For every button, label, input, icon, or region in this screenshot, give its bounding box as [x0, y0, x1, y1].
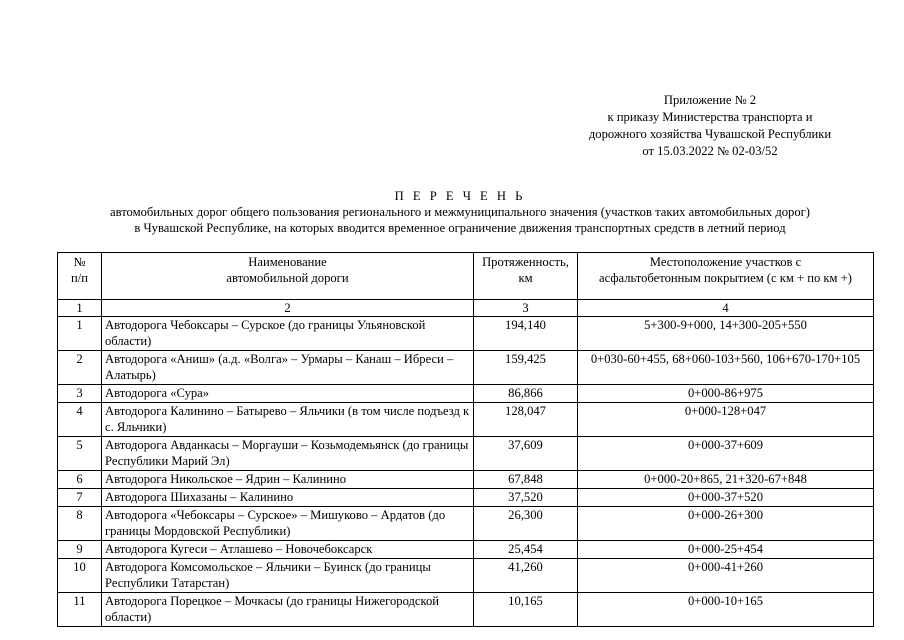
table-row	[58, 351, 874, 385]
road-name: Автодорога Кугеси – Атлашево – Новочебоксарск	[102, 541, 474, 559]
row-number: 7	[58, 489, 102, 507]
row-number: 3	[58, 385, 102, 403]
row-number: 6	[58, 471, 102, 489]
road-length: 86,866	[474, 385, 578, 403]
paved-sections: 0+000-25+454	[578, 541, 874, 559]
table-header-row	[58, 253, 874, 300]
road-length: 194,140	[474, 317, 578, 351]
row-number: 9	[58, 541, 102, 559]
row-number: 11	[58, 593, 102, 627]
road-name: Автодорога Комсомольское – Яльчики – Буинск (до границы Республики Татарстан)	[102, 559, 474, 593]
paved-sections: 0+000-86+975	[578, 385, 874, 403]
document-subtitle: автомобильных дорог общего пользования регионального и межмуниципального значения (участков таких автомобильных дорог)	[110, 205, 810, 219]
table-row	[58, 489, 874, 507]
column-number: 3	[474, 300, 578, 317]
paved-sections: 0+000-41+260	[578, 559, 874, 593]
row-number: 8	[58, 507, 102, 541]
row-number: 4	[58, 403, 102, 437]
table-row	[58, 471, 874, 489]
road-name: Автодорога Шихазаны – Калинино	[102, 489, 474, 507]
road-length: 128,047	[474, 403, 578, 437]
road-name: Автодорога «Чебоксары – Сурское» – Мишуково – Ардатов (до границы Мордовской Республики)	[102, 507, 474, 541]
road-length: 67,848	[474, 471, 578, 489]
appendix-line: дорожного хозяйства Чувашской Республики	[588, 127, 832, 141]
road-length: 37,520	[474, 489, 578, 507]
table-row	[58, 507, 874, 541]
roads-table	[57, 252, 874, 627]
paved-sections: 0+000-37+609	[578, 437, 874, 471]
appendix-line: к приказу Министерства транспорта и	[607, 110, 813, 124]
header-name: Наименование автомобильной дороги	[102, 253, 474, 300]
document-heading	[40, 188, 880, 236]
header-num: № п/п	[58, 253, 102, 300]
road-length: 26,300	[474, 507, 578, 541]
paved-sections: 0+000-10+165	[578, 593, 874, 627]
column-number-row	[58, 300, 874, 317]
row-number: 10	[58, 559, 102, 593]
road-name: Автодорога Порецкое – Мочкасы (до границы Нижегородской области)	[102, 593, 474, 627]
paved-sections: 5+300-9+000, 14+300-205+550	[578, 317, 874, 351]
road-name: Автодорога «Сура»	[102, 385, 474, 403]
paved-sections: 0+030-60+455, 68+060-103+560, 106+670-170+105	[578, 351, 874, 385]
table-row	[58, 403, 874, 437]
appendix-block	[560, 92, 860, 160]
column-number: 2	[102, 300, 474, 317]
document-subtitle: в Чувашской Республике, на которых вводится временное ограничение движения транспортных средств в летний период	[134, 221, 786, 235]
road-name: Автодорога Авданкасы – Моргауши – Козьмодемьянск (до границы Республики Марий Эл)	[102, 437, 474, 471]
road-name: Автодорога Никольское – Ядрин – Калинино	[102, 471, 474, 489]
road-name: Автодорога Калинино – Батырево – Яльчики (в том числе подъезд к с. Яльчики)	[102, 403, 474, 437]
road-length: 25,454	[474, 541, 578, 559]
road-length: 10,165	[474, 593, 578, 627]
appendix-line: от 15.03.2022 № 02-03/52	[642, 144, 778, 158]
header-length: Протяженность, км	[474, 253, 578, 300]
paved-sections: 0+000-128+047	[578, 403, 874, 437]
road-length: 159,425	[474, 351, 578, 385]
road-length: 37,609	[474, 437, 578, 471]
table-row	[58, 593, 874, 627]
row-number: 1	[58, 317, 102, 351]
column-number: 4	[578, 300, 874, 317]
paved-sections: 0+000-20+865, 21+320-67+848	[578, 471, 874, 489]
road-length: 41,260	[474, 559, 578, 593]
document-title: П Е Р Е Ч Е Н Ь	[394, 189, 526, 203]
row-number: 2	[58, 351, 102, 385]
table-row	[58, 541, 874, 559]
paved-sections: 0+000-26+300	[578, 507, 874, 541]
paved-sections: 0+000-37+520	[578, 489, 874, 507]
table-row	[58, 317, 874, 351]
column-number: 1	[58, 300, 102, 317]
road-name: Автодорога Чебоксары – Сурское (до границы Ульяновской области)	[102, 317, 474, 351]
table-row	[58, 437, 874, 471]
row-number: 5	[58, 437, 102, 471]
road-name: Автодорога «Аниш» (а.д. «Волга» – Урмары – Канаш – Ибреси – Алатырь)	[102, 351, 474, 385]
table-row	[58, 559, 874, 593]
appendix-line: Приложение № 2	[663, 93, 757, 107]
header-location: Местоположение участков с асфальтобетонным покрытием (с км + по км +)	[578, 253, 874, 300]
table-row	[58, 385, 874, 403]
